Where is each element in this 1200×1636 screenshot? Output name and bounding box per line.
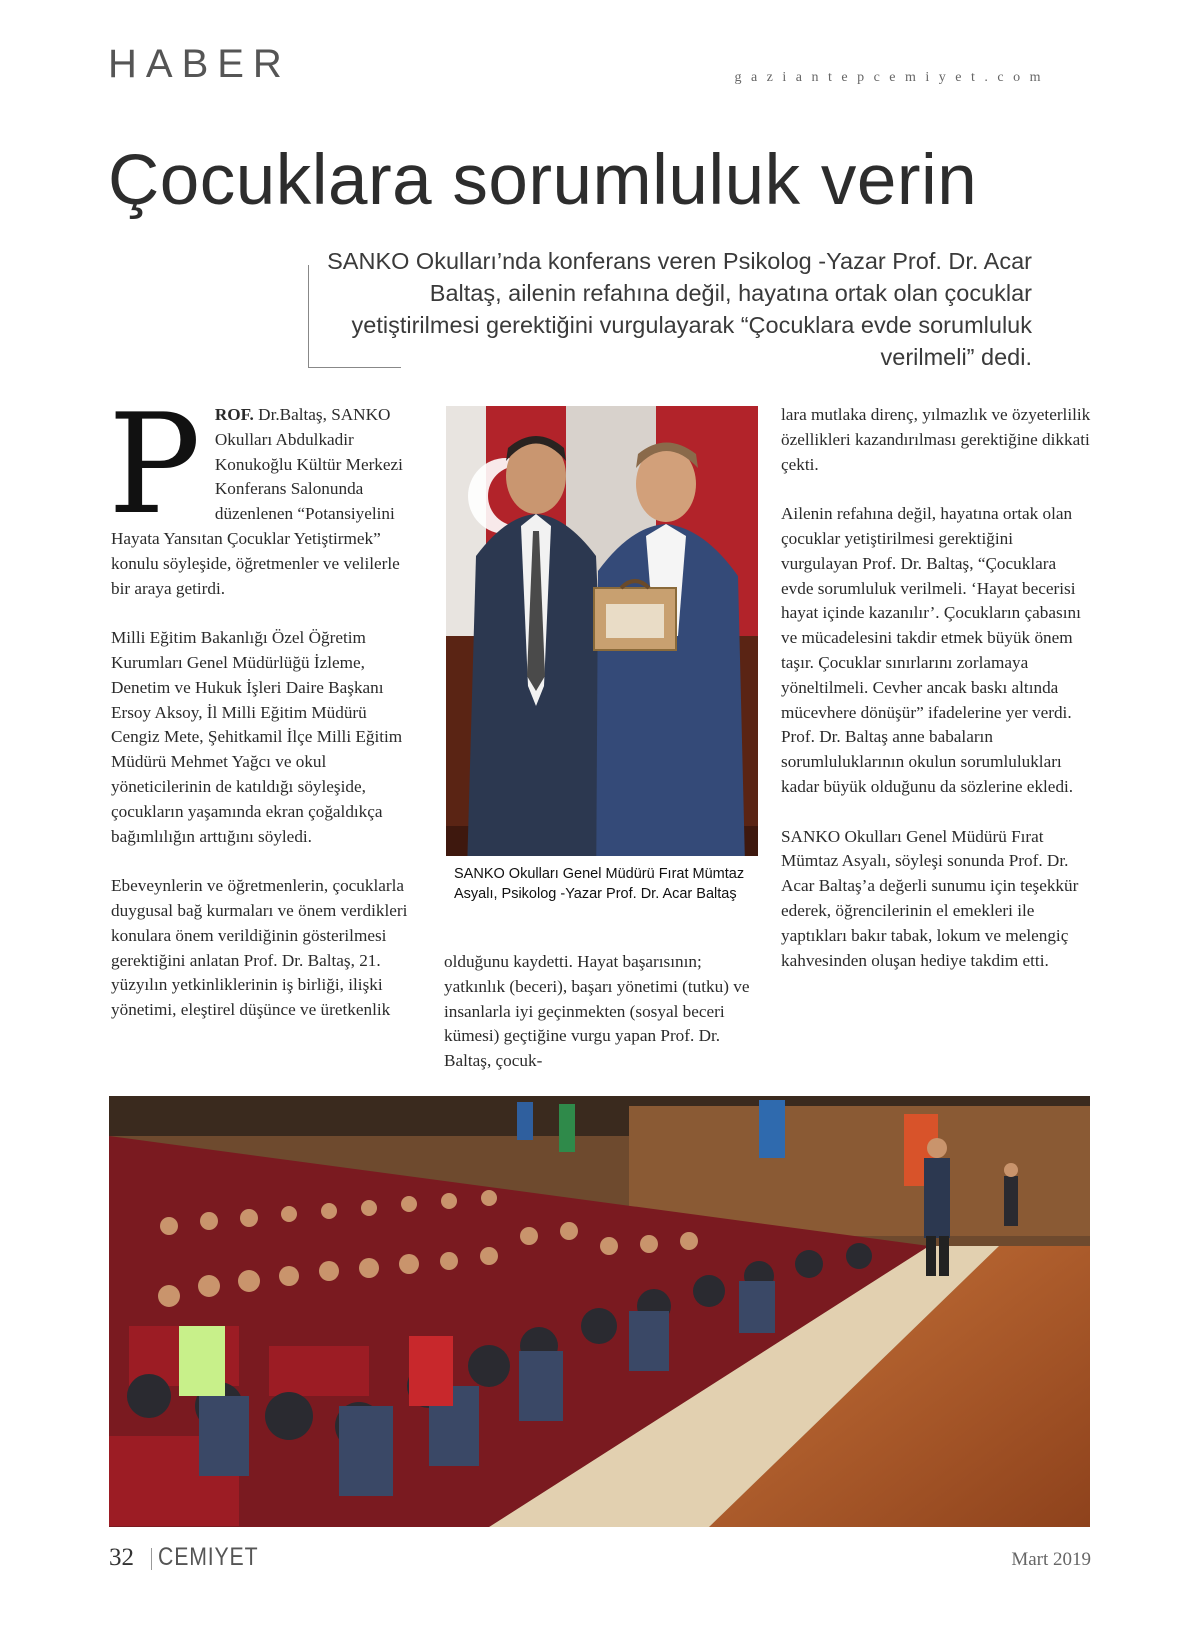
paragraph: lara mutlaka direnç, yılmazlık ve özyeterlilik özellikleri kazandırılması gerektiğine dikkati çekti. [781, 405, 1091, 474]
lead-text: Dr.Baltaş, SANKO Okulları Abdulkadir Konukoğlu Kültür Merkezi Konferans Salonunda düzenlenen “Potansiyelini Hayata Yansıtan Çocuklar Yetiştirmek” konulu söyleşide, öğretmenler ve velilerle bir araya getirdi. [111, 405, 403, 598]
footer-divider [151, 1548, 152, 1570]
article-deck: SANKO Okulları’nda konferans veren Psikolog -Yazar Prof. Dr. Acar Baltaş, ailenin refahına değil, hayatına ortak olan çocuklar yetiştirilmesi gerektiğini vurgulayarak “Çocuklara evde sorumluluk verilmeli” dedi. [327, 248, 1032, 370]
article-column-2 [444, 950, 754, 1099]
site-url[interactable]: gaziantepcemiyet.com [734, 70, 1050, 85]
portrait-photo [446, 406, 758, 912]
lead-paragraph [108, 384, 417, 601]
audience-photo [109, 1096, 1090, 1527]
article-column-1 [108, 384, 417, 1048]
magazine-name: CEMIYET [158, 1543, 259, 1571]
paragraph: SANKO Okulları Genel Müdürü Fırat Mümtaz Asyalı, söyleşi sonunda Prof. Dr. Acar Baltaş’a değerli sunumu için teşekkür ederek, öğrencilerinin el emekleri ile yaptıkları bakır tabak, lokum ve melengiç kahvesinden oluşan hediye takdim etti. [781, 826, 1079, 970]
drop-cap: P [108, 384, 201, 545]
article-column-3 [781, 403, 1091, 998]
article-headline: Çocuklara sorumluluk verin [108, 141, 978, 220]
paragraph: Ailenin refahına değil, hayatına ortak olan çocuklar yetiştirilmesi gerektiğini vurgulayan Prof. Dr. Baltaş, “Çocuklara evde sorumluluk verilmeli. ‘Hayat becerisi hayat içinde kazanılır’. Çocukların çabasını ve mücadelesini takdir etmek büyük önem taşır. Çocuklar sınırlarını zorlamaya yöneltilmeli. Cevher ancak baskı altında mücevhere dönüşür” ifadelerine yer verdi. Prof. Dr. Baltaş anne babaların sorumluluklarının okulun sorumlulukları kadar büyük olduğunu da sözlerine ekledi. [781, 504, 1081, 796]
section-label: HABER [108, 42, 291, 86]
lead-bold: ROF. [214, 405, 254, 424]
paragraph: olduğunu kaydetti. Hayat başarısının; yatkınlık (beceri), başarı yönetimi (tutku) ve insanlarla iyi geçinmekten (sosyal beceri kümesi) geçtiğine vurgu yapan Prof. Dr. Baltaş, çocuk- [444, 952, 750, 1071]
paragraph: Milli Eğitim Bakanlığı Özel Öğretim Kurumları Genel Müdürlüğü İzleme, Denetim ve Hukuk İşleri Daire Başkanı Ersoy Aksoy, İl Milli Eğitim Müdürü Cengiz Mete, Şehitkamil İlçe Milli Eğitim Müdürü Mehmet Yağcı ve okul yöneticilerinin de katıldığı söyleşide, çocukların yaşamında ekran çoğaldıkça bağımlılığın arttığını söyledi. [111, 628, 403, 846]
photo-caption: SANKO Okulları Genel Müdürü Fırat Mümtaz Asyalı, Psikolog -Yazar Prof. Dr. Acar Baltaş [446, 856, 758, 912]
issue-date: Mart 2019 [1011, 1549, 1091, 1570]
paragraph: Ebeveynlerin ve öğretmenlerin, çocuklarla duygusal bağ kurmaları ve önem verdikleri konulara önem verildiğinin gösterilmesi gerektiğini anlatan Prof. Dr. Baltaş, 21. yüzyılın yetkinliklerinin iş birliği, ilişki yönetimi, eleştirel düşünce ve üretkenlik [111, 876, 408, 1020]
page-number: 32 [109, 1544, 134, 1571]
portrait-photo-illustration [446, 406, 758, 912]
audience-photo-illustration [109, 1096, 1090, 1527]
